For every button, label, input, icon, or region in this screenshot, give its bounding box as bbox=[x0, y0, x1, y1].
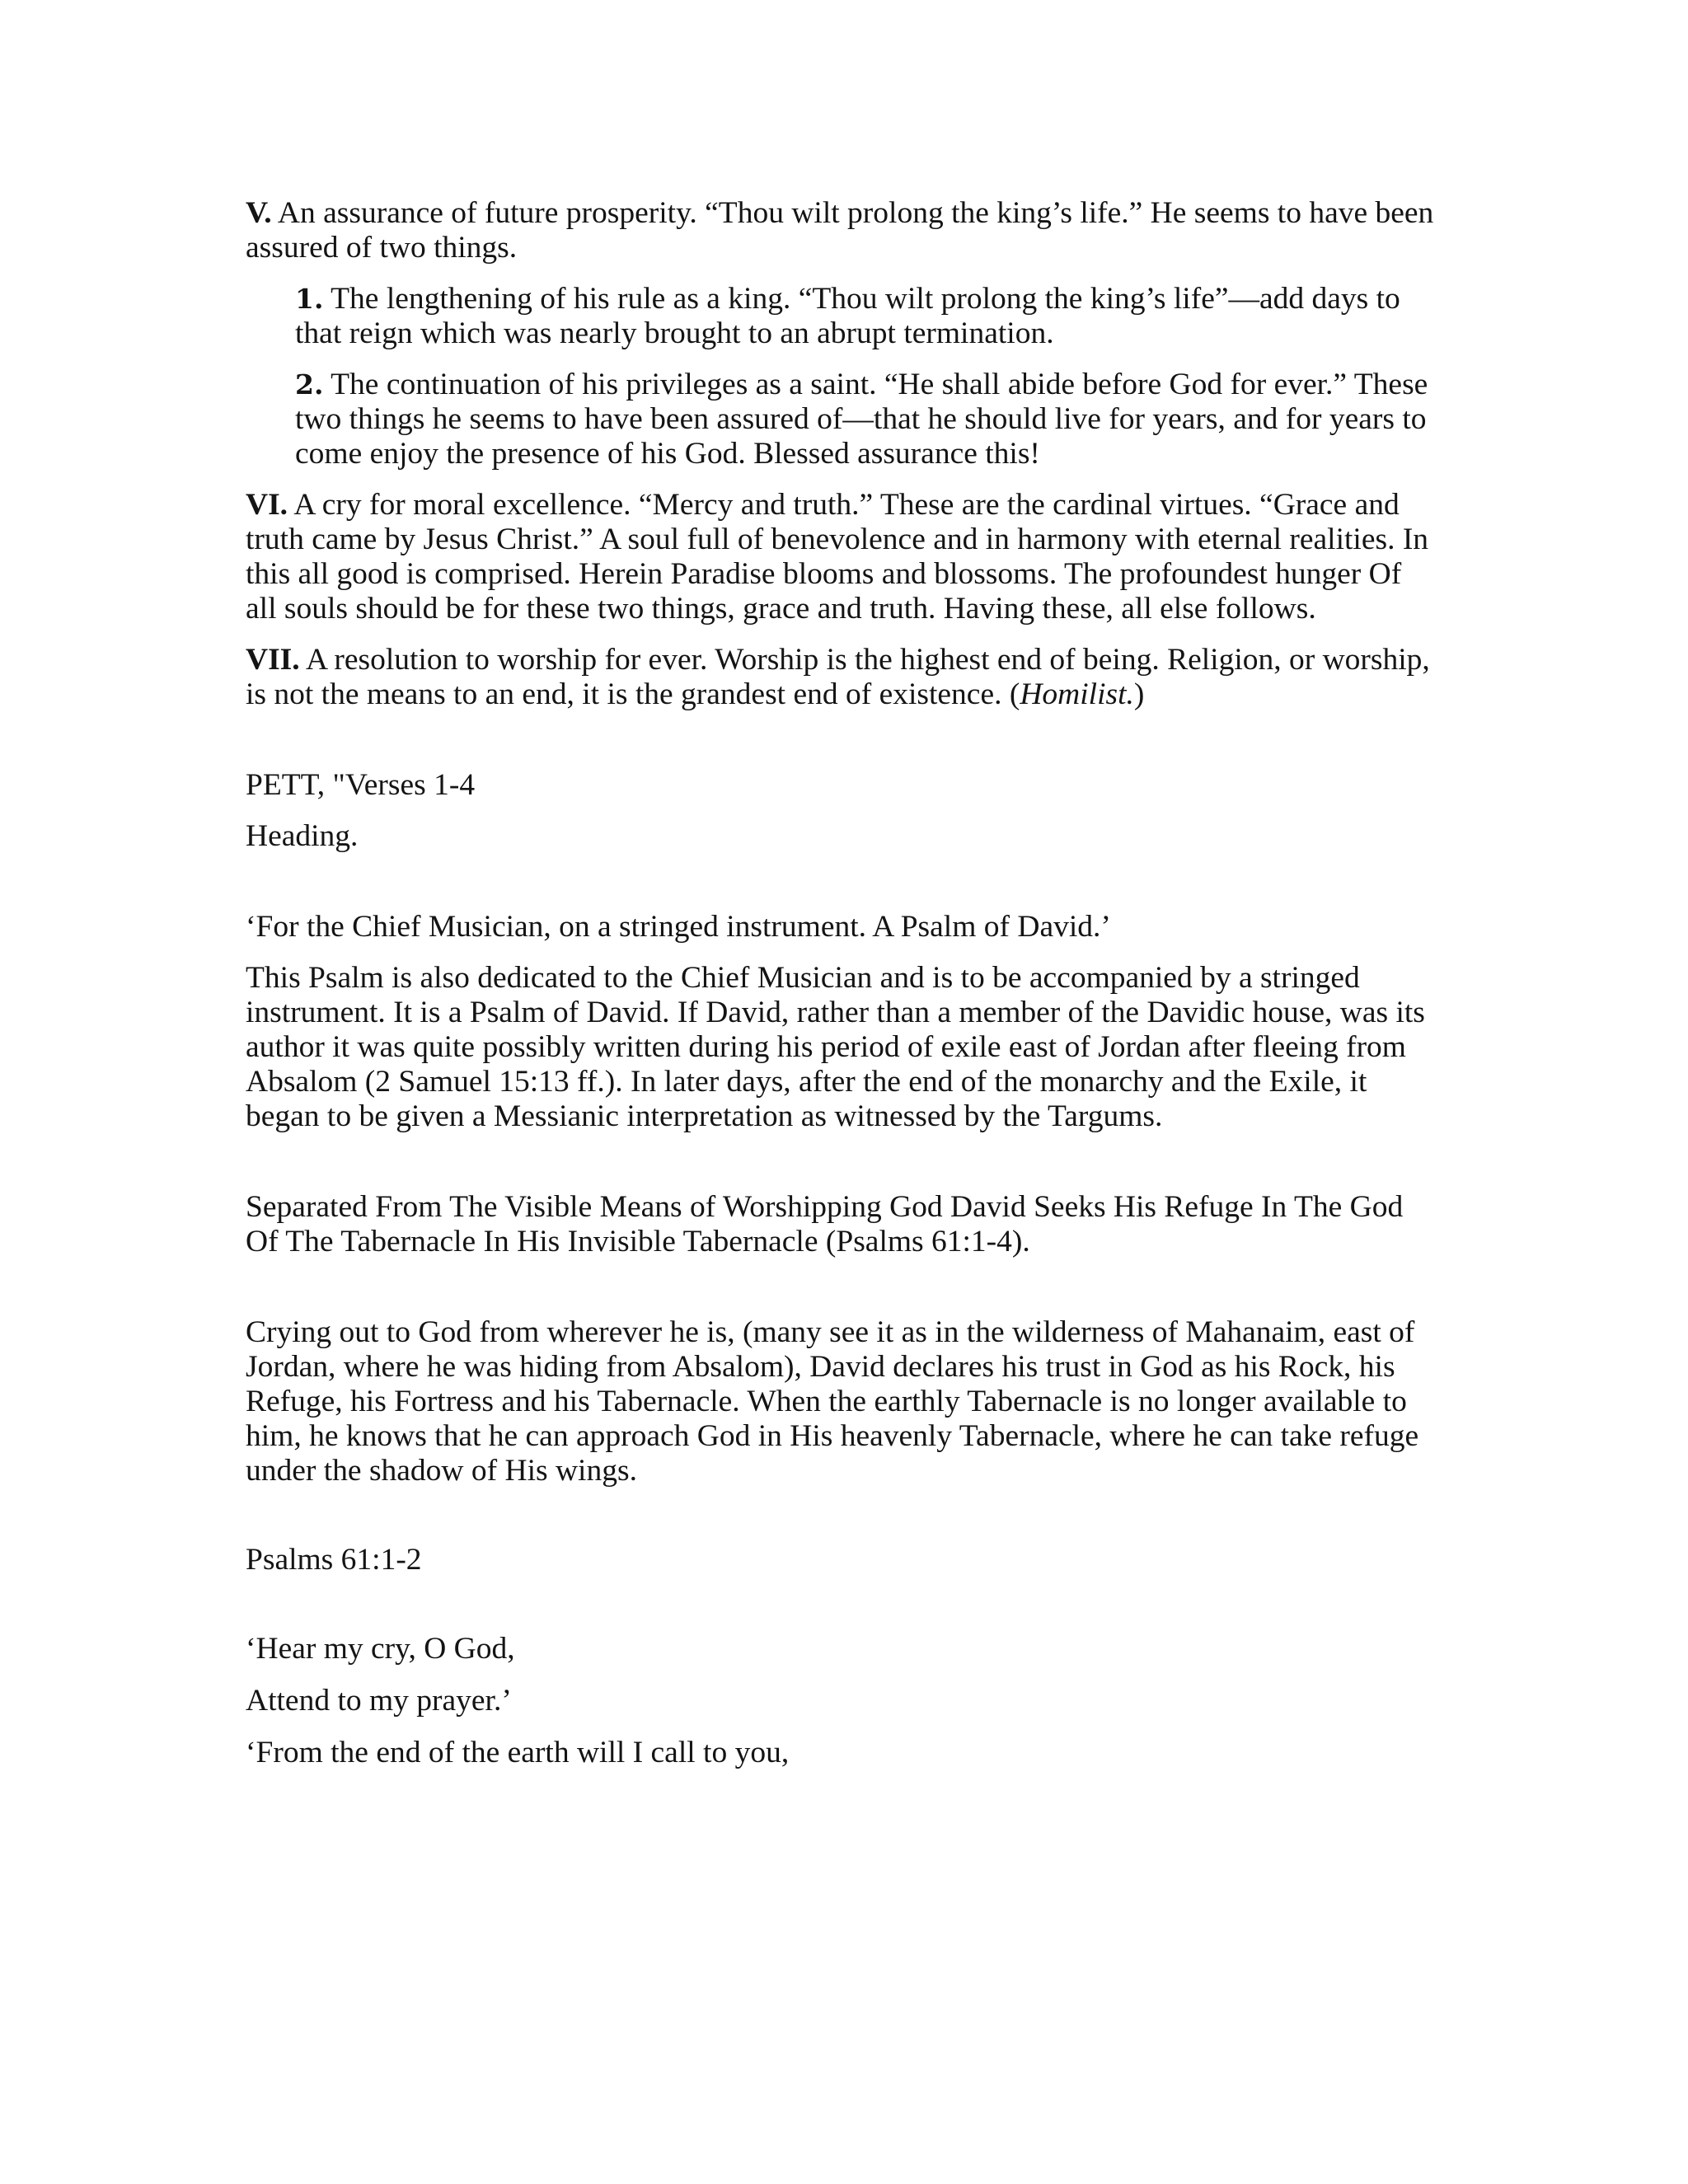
point-marker: VII. bbox=[246, 643, 300, 677]
point-vii bbox=[246, 643, 1437, 712]
section-title: Separated From The Visible Means of Worshipping God David Seeks His Refuge In The God Of The Tabernacle In His Invisible Tabernacle (Psalms 61:1-4). bbox=[246, 1190, 1404, 1258]
document-page bbox=[246, 196, 1437, 1788]
commentary-header: PETT, "Verses 1-4 bbox=[246, 768, 476, 802]
citation-close: ) bbox=[1133, 677, 1145, 711]
verse-line: Attend to my prayer.’ bbox=[246, 1684, 512, 1718]
point-text: An assurance of future prosperity. “Thou wilt prolong the king’s life.” He seems to have been assured of two things. bbox=[246, 196, 1434, 265]
subpoint-marker: 1. bbox=[295, 283, 324, 315]
source-citation: Homilist. bbox=[1020, 677, 1134, 711]
subpoint-1 bbox=[295, 282, 1437, 351]
section-summary: Crying out to God from wherever he is, (many see it as in the wilderness of Mahanaim, east of Jordan, where he was hiding from Absalom), David declares his trust in God as his Rock, his Refuge, his Fortress and his Tabernacle. When the earthly Tabernacle is no longer available to him, he knows that he can approach God in His heavenly Tabernacle, where he can take refuge under the shadow of His wings. bbox=[246, 1315, 1419, 1488]
subpoint-2 bbox=[295, 368, 1437, 471]
point-marker: V. bbox=[246, 196, 272, 230]
point-marker: VI. bbox=[246, 488, 288, 522]
verse-line: ‘Hear my cry, O God, bbox=[246, 1632, 515, 1666]
psalm-introduction: This Psalm is also dedicated to the Chief Musician and is to be accompanied by a stringed instrument. It is a Psalm of David. If David, rather than a member of the Davidic house, was its author it was quite possibly written during his period of exile east of Jordan after fleeing from Absalom (2 Samuel 15:13 ff.). In later days, after the end of the monarchy and the Exile, it began to be given a Messianic interpretation as witnessed by the Targums. bbox=[246, 961, 1425, 1133]
verse-reference: Psalms 61:1-2 bbox=[246, 1543, 422, 1577]
point-text: A cry for moral excellence. “Mercy and truth.” These are the cardinal virtues. “Grace and truth came by Jesus Christ.” A soul full of benevolence and in harmony with eternal realities. In this all good is comprised. Herein Paradise blooms and blossoms. The profoundest hunger Of all souls should be for these two things, grace and truth. Having these, all else follows. bbox=[246, 488, 1429, 626]
subpoint-text: The lengthening of his rule as a king. “Thou wilt prolong the king’s life”—add days to that reign which was nearly brought to an abrupt termination. bbox=[295, 282, 1400, 350]
point-text: A resolution to worship for ever. Worship is the highest end of being. Religion, or worship, is not the means to an end, it is the grandest end of existence. ( bbox=[246, 643, 1430, 711]
verse-line: ‘From the end of the earth will I call to you, bbox=[246, 1736, 790, 1769]
point-v bbox=[246, 196, 1437, 265]
psalm-dedication: ‘For the Chief Musician, on a stringed instrument. A Psalm of David.’ bbox=[246, 910, 1111, 944]
heading-label: Heading. bbox=[246, 819, 359, 853]
subpoint-text: The continuation of his privileges as a saint. “He shall abide before God for ever.” These two things he seems to have been assured of—that he should live for years, and for years to come enjoy the presence of his God. Blessed assurance this! bbox=[295, 368, 1428, 471]
point-vi bbox=[246, 488, 1437, 626]
subpoint-marker: 2. bbox=[295, 368, 324, 401]
